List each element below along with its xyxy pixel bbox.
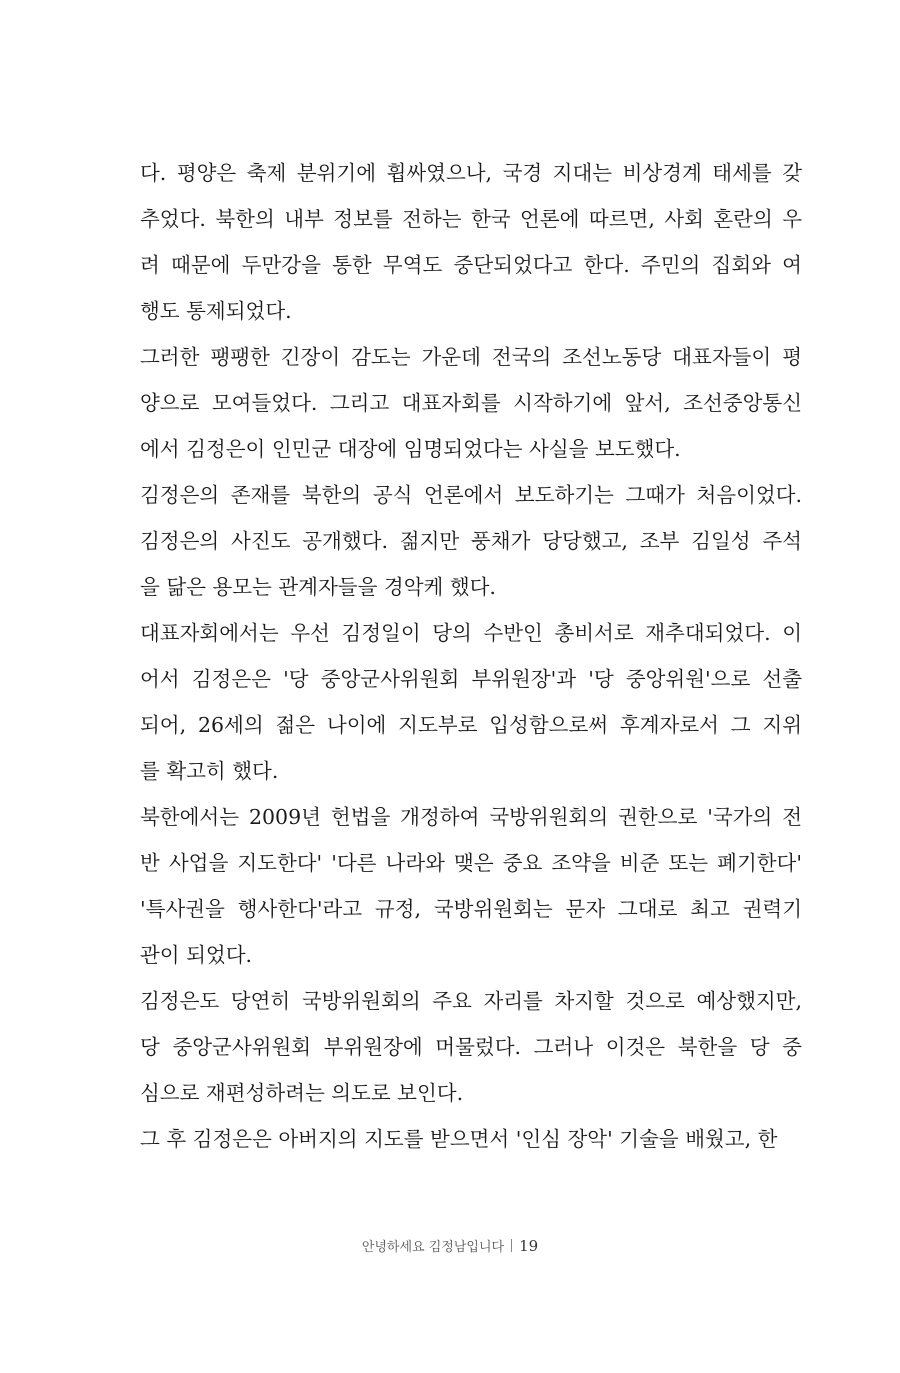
text-line: 북한에서는 2009년 헌법을 개정하여 국방위원회의 권한으로 '국가의 전 xyxy=(140,805,802,829)
text-line: 관이 되었다. xyxy=(140,943,253,967)
paragraph xyxy=(140,150,802,334)
text-line: 되어, 26세의 젊은 나이에 지도부로 입성함으로써 후계자로서 그 지위 xyxy=(140,713,802,737)
paragraph xyxy=(140,472,802,610)
paragraph xyxy=(140,978,802,1116)
text-line: 김정은의 사진도 공개했다. 젊지만 풍채가 당당했고, 조부 김일성 주석 xyxy=(140,529,802,553)
text-line: 행도 통제되었다. xyxy=(140,299,292,323)
text-line: 양으로 모여들었다. 그리고 대표자회를 시작하기에 앞서, 조선중앙통신 xyxy=(140,391,802,415)
page-footer xyxy=(0,1236,900,1258)
text-line: 김정은도 당연히 국방위원회의 주요 자리를 차지할 것으로 예상했지만, xyxy=(140,989,802,1013)
text-line: 를 확고히 했다. xyxy=(140,759,279,783)
text-line: 그 후 김정은은 아버지의 지도를 받으면서 '인심 장악' 기술을 배웠고, 한 xyxy=(140,1127,778,1151)
paragraph xyxy=(140,794,802,978)
running-title: 안녕하세요 김정남입니다 xyxy=(361,1240,505,1255)
text-line: 그러한 팽팽한 긴장이 감도는 가운데 전국의 조선노동당 대표자들이 평 xyxy=(140,345,802,369)
text-line: 다. 평양은 축제 분위기에 휩싸였으나, 국경 지대는 비상경계 태세를 갖 xyxy=(140,161,802,185)
body-text xyxy=(140,150,802,1162)
footer-separator xyxy=(511,1239,512,1252)
text-line: 당 중앙군사위원회 부위원장에 머물렀다. 그러나 이것은 북한을 당 중 xyxy=(140,1035,802,1059)
text-line: 어서 김정은은 '당 중앙군사위원회 부위원장'과 '당 중앙위원'으로 선출 xyxy=(140,667,802,691)
text-line: 에서 김정은이 인민군 대장에 임명되었다는 사실을 보도했다. xyxy=(140,437,681,461)
text-line: '특사권을 행사한다'라고 규정, 국방위원회는 문자 그대로 최고 권력기 xyxy=(140,897,802,921)
page-number: 19 xyxy=(519,1237,539,1255)
text-line: 을 닮은 용모는 관계자들을 경악케 했다. xyxy=(140,575,496,599)
text-line: 대표자회에서는 우선 김정일이 당의 수반인 총비서로 재추대되었다. 이 xyxy=(140,621,802,645)
text-line: 반 사업을 지도한다' '다른 나라와 맺은 중요 조약을 비준 또는 폐기한다' xyxy=(140,851,802,875)
text-line: 추었다. 북한의 내부 정보를 전하는 한국 언론에 따르면, 사회 혼란의 우 xyxy=(140,207,802,231)
text-line: 심으로 재편성하려는 의도로 보인다. xyxy=(140,1081,464,1105)
paragraph xyxy=(140,334,802,472)
text-line: 김정은의 존재를 북한의 공식 언론에서 보도하기는 그때가 처음이었다. xyxy=(140,483,802,507)
text-line: 려 때문에 두만강을 통한 무역도 중단되었다고 한다. 주민의 집회와 여 xyxy=(140,253,802,277)
paragraph xyxy=(140,1116,802,1162)
paragraph xyxy=(140,610,802,794)
